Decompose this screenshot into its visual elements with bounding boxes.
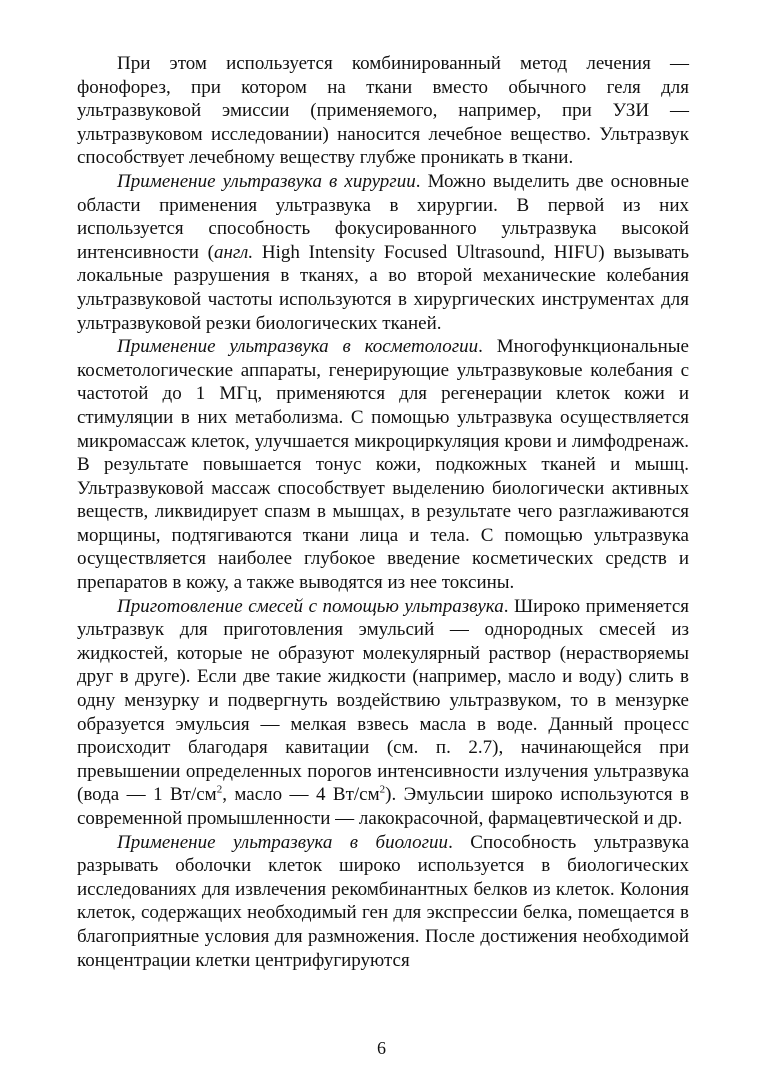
paragraph-text: High Intensity Focused Ultrasound, HIFU) вызывать локальные разрушения в тканях, а во второй механические колебания ультразвуковой частоты используются в хирургических инструментах для ультразвуковой резки биологических тканей.: [77, 241, 689, 334]
paragraph-mixtures: [77, 595, 689, 831]
paragraph-cosmetology: [77, 335, 689, 595]
paragraph-text: . Можно выделить две основные области применения ультразвука в хирургии. В первой из них используется способность фокусированного ультразвука высокой интенсивности (: [77, 170, 690, 263]
paragraph-surgery: [77, 170, 689, 335]
superscript: 2: [379, 784, 386, 797]
paragraph-text: , масло — 4 Вт/см: [222, 784, 380, 806]
paragraph-text: . Способность ультразвука разрывать оболочки клеток широко используется в биологических исследованиях для извлечения рекомбинантных белков из клеток. Колония клеток, содержащих необходимый ген для экспрессии белка, помещается в благоприятные условия для размножения. После достижения необходимой концентрации клетки центрифугируются: [77, 831, 690, 971]
page-number: 6: [377, 1038, 386, 1058]
paragraph-heading: Применение ультразвука в хирургии: [117, 170, 416, 192]
paragraph-heading: Применение ультразвука в биологии: [117, 831, 449, 853]
superscript: 2: [216, 784, 223, 797]
paragraph-text: . Широко применяется ультразвук для приготовления эмульсий — однородных смесей из жидкостей, которые не образуют молекулярный раствор (нерастворяемы друг в друге). Если две такие жидкости (например, масло и воду) слить в одну мензурку и подвергнуть воздействию ультразвуком, то в мензурке образуется эмульсия — мелкая взвесь масла в воде. Данный процесс происходит благодаря кавитации (см. п. 2.7), начинающейся при превышении определенных порогов интенсивности излучения ультразвука (вода — 1 Вт/см: [77, 595, 689, 806]
paragraph-heading: Применение ультразвука в косметологии: [117, 336, 479, 358]
paragraph-biology: [77, 831, 689, 973]
body-text: [77, 52, 689, 972]
paragraph-heading: Приготовление смесей с помощью ультразвука: [117, 595, 504, 617]
paragraph-text: . Многофункциональные косметологические аппараты, генерирующие ультразвуковые колебания с частотой до 1 МГц, применяются для регенерации клеток кожи и стимуляции в них метаболизма. С помощью ультразвука осуществляется микромассаж клеток, улучшается микроциркуляция крови и лимфодренаж. В результате повышается тонус кожи, подкожных тканей и мышц. Ультразвуковой массаж способствует выделению биологически активных веществ, ликвидирует спазм в мышцах, в результате чего разглаживаются морщины, подтягиваются ткани лица и тела. С помощью ультразвука осуществляется наиболее глубокое введение косметических средств и препаратов в кожу, а также выводятся из нее токсины.: [77, 336, 689, 594]
paragraph-text: ). Эмульсии широко используются в современной промышленности — лакокрасочной, фармацевтической и др.: [77, 784, 690, 829]
paragraph-text: При этом используется комбинированный метод лечения — фонофорез, при котором на ткани вместо обычного геля для ультразвуковой эмиссии (применяемого, например, при УЗИ — ультразвуковом исследовании) наносится лечебное вещество. Ультразвук способствует лечебному веществу глубже проникать в ткани.: [77, 53, 689, 169]
paragraph-phonophoresis: [77, 52, 689, 170]
abbreviation: англ.: [213, 241, 254, 263]
